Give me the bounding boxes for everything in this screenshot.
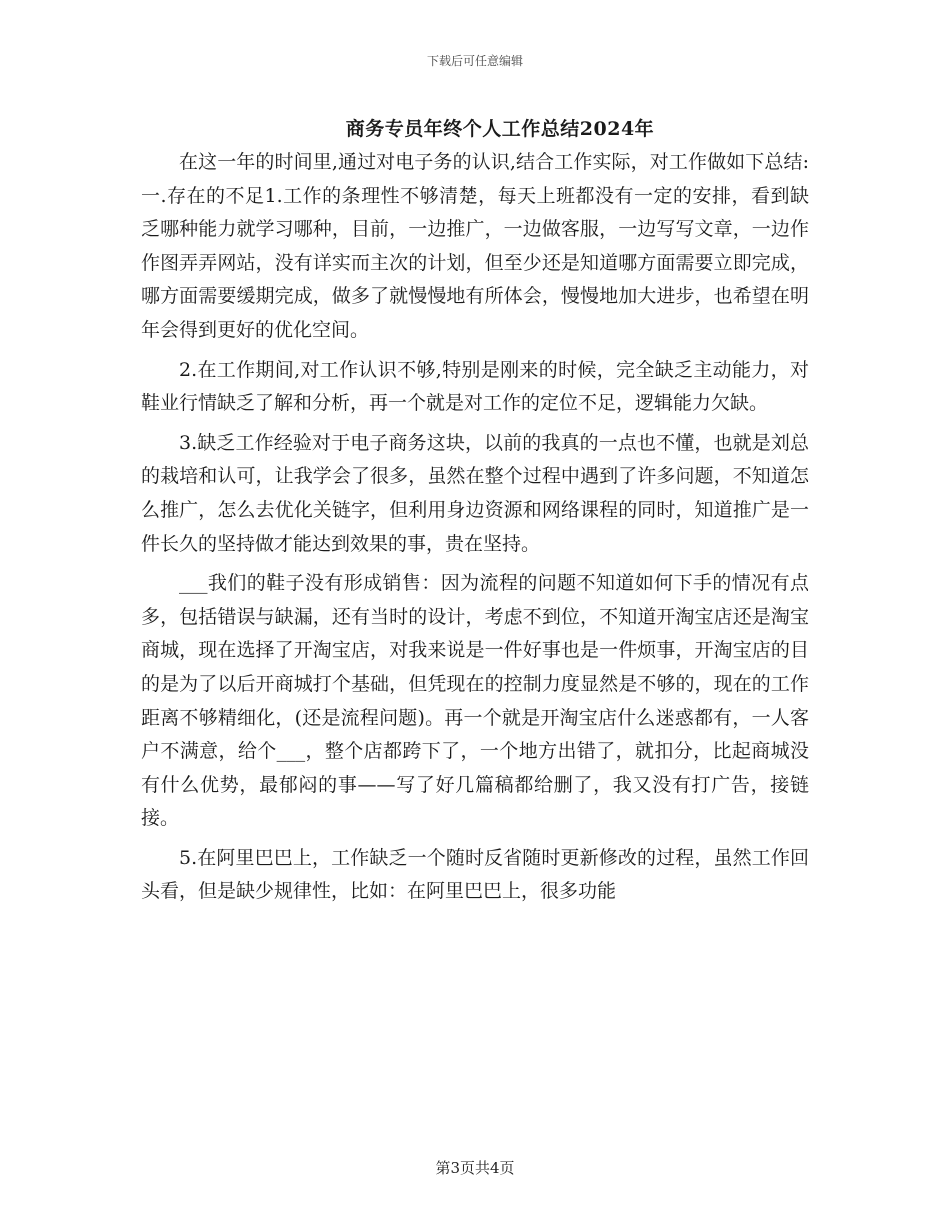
document-body	[141, 146, 809, 915]
paragraph-item-3: 3.缺乏工作经验对于电子商务这块，以前的我真的一点也不懂，也就是刘总的栽培和认可，让我学会了很多，虽然在整个过程中遇到了许多问题，不知道怎么推广，怎么去优化关链字，但利用身边资源和网络课程的同时，知道推广是一件长久的坚持做才能达到效果的事，贵在坚持。	[141, 431, 809, 555]
page-number-footer: 第3页共4页	[435, 1159, 515, 1177]
paragraph-intro: 在这一年的时间里,通过对电子务的认识,结合工作实际，对工作做如下总结:一.存在的不足1.工作的条理性不够清楚，每天上班都没有一定的安排，看到缺乏哪种能力就学习哪种，目前，一边推广，一边做客服，一边写写文章，一边作作图弄弄网站，没有详实而主次的计划，但至少还是知道哪方面需要立即完成，哪方面需要缓期完成，做多了就慢慢地有所体会，慢慢地加大进步，也希望在明年会得到更好的优化空间。	[141, 151, 809, 341]
paragraph-item-5: 5.在阿里巴巴上，工作缺乏一个随时反省随时更新修改的过程，虽然工作回头看，但是缺少规律性，比如：在阿里巴巴上，很多功能	[141, 846, 809, 903]
paragraph-item-2: 2.在工作期间,对工作认识不够,特别是刚来的时候，完全缺乏主动能力，对鞋业行情缺乏了解和分析，再一个就是对工作的定位不足，逻辑能力欠缺。	[141, 358, 809, 415]
document-title: 商务专员年终个人工作总结2024年	[345, 118, 655, 140]
paragraph-item-4: ___我们的鞋子没有形成销售：因为流程的问题不知道如何下手的情况有点多，包括错误与缺漏，还有当时的设计，考虑不到位，不知道开淘宝店还是淘宝商城，现在选择了开淘宝店，对我来说是一件好事也是一件烦事，开淘宝店的目的是为了以后开商城打个基础，但凭现在的控制力度显然是不够的，现在的工作距离不够精细化，(还是流程问题)。再一个就是开淘宝店什么迷惑都有，一人客户不满意，给个___，整个店都跨下了，一个地方出错了，就扣分，比起商城没有什么优势，最郁闷的事——写了好几篇稿都给删了，我又没有打广告，接链接。	[141, 572, 809, 830]
header-note: 下载后可任意编辑	[426, 54, 523, 68]
